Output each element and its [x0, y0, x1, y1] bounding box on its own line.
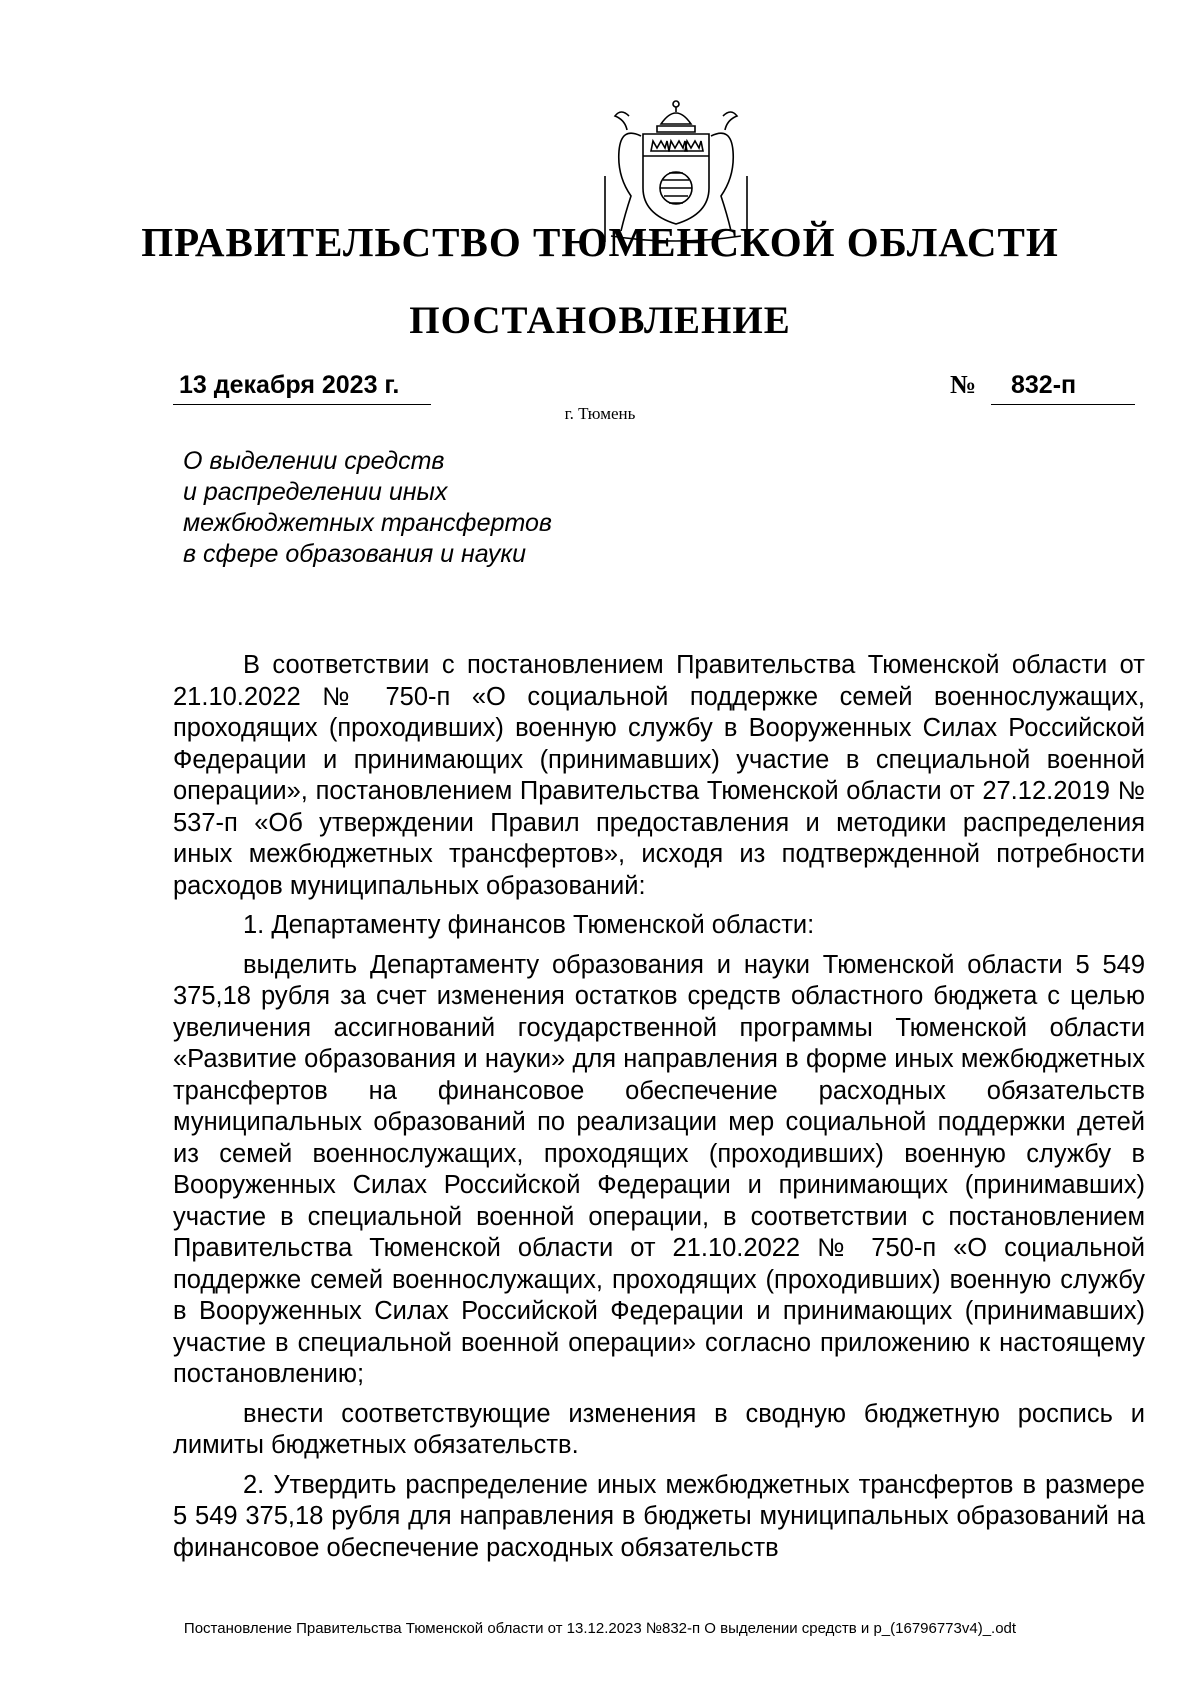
subject-line: и распределении иных: [183, 478, 448, 506]
document-date: 13 декабря 2023 г.: [179, 371, 400, 399]
document-body: [173, 650, 1145, 1564]
document-type: ПОСТАНОВЛЕНИЕ: [409, 299, 791, 342]
document-number: 832-п: [1011, 371, 1077, 399]
clause-1-budget-changes: внести соответствующие изменения в сводную бюджетную роспись и лимиты бюджетных обязательств.: [173, 1399, 1145, 1459]
document-subject: [183, 446, 552, 570]
subject-line: межбюджетных трансфертов: [183, 509, 552, 537]
clause-1: 1. Департаменту финансов Тюменской области:: [243, 911, 815, 939]
date-field: [173, 369, 431, 405]
clause-1-allocation: выделить Департаменту образования и науки Тюменской области 5 549 375,18 рубля за счет изменения остатков средств областного бюджета с целью увеличения ассигнований государственной программы Тюменской области «Развитие образования и науки» для направления в форме иных межбюджетных трансфертов на финансовое обеспечение расходных обязательств муниципальных образований по реализации мер социальной поддержки детей из семей военнослужащих, проходящих (проходивших) военную службу в Вооруженных Силах Российской Федерации и принимающих (принимавших) участие в специальной военной операции, в соответствии с постановлением Правительства Тюменской области от 21.10.2022 № 750-п «О социальной поддержке семей военнослужащих, проходящих (проходивших) военную службу в Вооруженных Силах Российской Федерации и принимающих (принимавших) участие в специальной военной операции» согласно приложению к настоящему постановлению;: [173, 950, 1145, 1388]
page-footer: Постановление Правительства Тюменской области от 13.12.2023 №832-п О выделении средств и р_(16796773v4)_.odt: [183, 1620, 1017, 1637]
number-field: [991, 369, 1135, 405]
subject-line: О выделении средств: [183, 447, 445, 475]
number-sign: №: [950, 370, 977, 399]
government-title: ПРАВИТЕЛЬСТВО ТЮМЕНСКОЙ ОБЛАСТИ: [141, 219, 1059, 265]
clause-2: 2. Утвердить распределение иных межбюджетных трансфертов в размере 5 549 375,18 рубля для направления в бюджеты муниципальных образований на финансовое обеспечение расходных обязательств: [173, 1470, 1145, 1562]
preamble-paragraph: В соответствии с постановлением Правительства Тюменской области от 21.10.2022 № 750-п «О социальной поддержке семей военнослужащих, проходящих (проходивших) военную службу в Вооруженных Силах Российской Федерации и принимающих (принимавших) участие в специальной военной операции», постановлением Правительства Тюменской области от 27.12.2019 № 537-п «Об утверждении Правил предоставления и методики распределения иных межбюджетных трансфертов», исходя из подтвержденной потребности расходов муниципальных образований:: [173, 651, 1145, 900]
subject-line: в сфере образования и науки: [183, 540, 527, 568]
document-city: г. Тюмень: [564, 404, 636, 423]
